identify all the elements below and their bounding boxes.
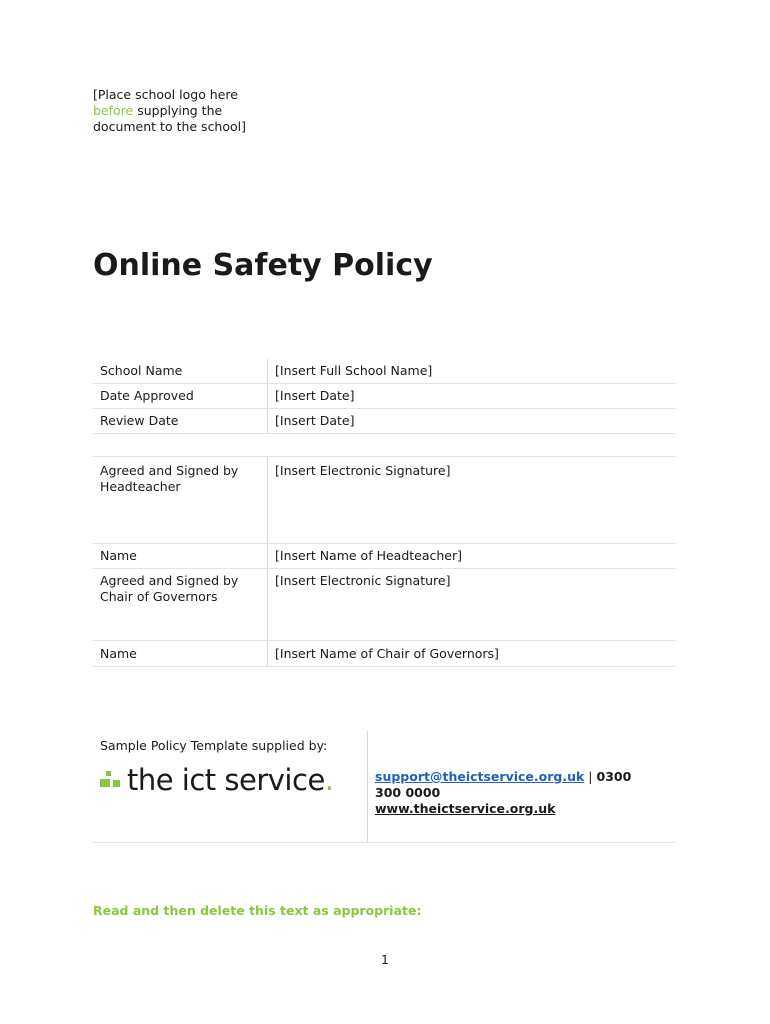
table-row bbox=[93, 641, 676, 667]
headteacher-sign-label bbox=[93, 457, 268, 544]
school-name-label: School Name bbox=[93, 359, 268, 384]
chair-name-value[interactable]: [Insert Name of Chair of Governors] bbox=[268, 641, 677, 667]
logo-note-before: before bbox=[93, 103, 134, 118]
logo-wordmark-text: the ict service bbox=[127, 763, 325, 797]
website-link[interactable]: www.theictservice.org.uk bbox=[375, 801, 556, 816]
supplier-left-cell bbox=[93, 731, 368, 842]
policy-info-table bbox=[93, 359, 676, 667]
logo-placeholder-note bbox=[93, 87, 246, 135]
table-row bbox=[93, 359, 676, 384]
chair-name-label: Name bbox=[93, 641, 268, 667]
contact-separator: | bbox=[588, 769, 593, 784]
date-approved-label: Date Approved bbox=[93, 384, 268, 409]
contact-details bbox=[375, 769, 665, 817]
table-spacer-row bbox=[93, 434, 676, 457]
headteacher-sign-label-line2: Headteacher bbox=[100, 479, 181, 494]
supplied-by-label: Sample Policy Template supplied by: bbox=[100, 738, 328, 753]
chair-sign-label bbox=[93, 569, 268, 641]
chair-sign-label-line1: Agreed and Signed by bbox=[100, 573, 239, 588]
table-row bbox=[93, 569, 676, 641]
logo-note-line3: document to the school] bbox=[93, 119, 247, 134]
headteacher-sign-label-line1: Agreed and Signed by bbox=[100, 463, 239, 478]
headteacher-signature-value[interactable]: [Insert Electronic Signature] bbox=[268, 457, 677, 544]
supplier-box bbox=[93, 731, 676, 843]
logo-square-icon bbox=[100, 779, 110, 787]
support-email-link[interactable]: support@theictservice.org.uk bbox=[375, 769, 585, 784]
logo-square-icon bbox=[106, 771, 111, 776]
logo-note-line2-rest: supplying the bbox=[133, 103, 223, 118]
logo-note-line1: [Place school logo here bbox=[93, 87, 238, 102]
page-number: 1 bbox=[381, 952, 389, 967]
instruction-text: Read and then delete this text as appropriate: bbox=[93, 903, 422, 918]
chair-signature-value[interactable]: [Insert Electronic Signature] bbox=[268, 569, 677, 641]
table-row bbox=[93, 384, 676, 409]
table-row bbox=[93, 544, 676, 569]
logo-square-icon bbox=[113, 780, 120, 787]
logo-note-line2 bbox=[93, 103, 246, 119]
headteacher-name-label: Name bbox=[93, 544, 268, 569]
review-date-label: Review Date bbox=[93, 409, 268, 434]
chair-sign-label-line2: Chair of Governors bbox=[100, 589, 218, 604]
school-name-value[interactable]: [Insert Full School Name] bbox=[268, 359, 677, 384]
document-title: Online Safety Policy bbox=[93, 248, 433, 283]
contact-line1 bbox=[375, 769, 665, 785]
date-approved-value[interactable]: [Insert Date] bbox=[268, 384, 677, 409]
table-row bbox=[93, 457, 676, 544]
table-row bbox=[93, 409, 676, 434]
headteacher-name-value[interactable]: [Insert Name of Headteacher] bbox=[268, 544, 677, 569]
logo-wordmark-dot: . bbox=[324, 763, 334, 797]
logo-wordmark bbox=[127, 763, 334, 797]
review-date-value[interactable]: [Insert Date] bbox=[268, 409, 677, 434]
phone-part2: 300 0000 bbox=[375, 785, 441, 800]
phone-part1: 0300 bbox=[596, 769, 632, 784]
